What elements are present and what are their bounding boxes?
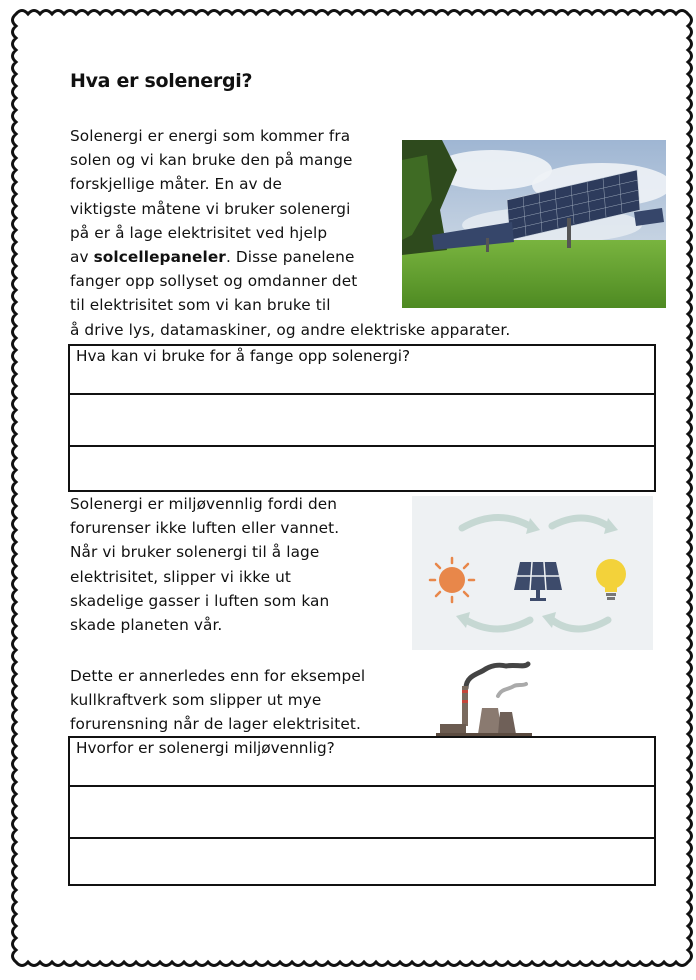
intro-line: til elektrisitet som vi kan bruke til <box>70 296 331 315</box>
env-line: skade planeten vår. <box>70 616 223 635</box>
env-line: Solenergi er miljøvennlig fordi den <box>70 495 338 513</box>
answer-line[interactable] <box>70 395 654 447</box>
question-1-text: Hva kan vi bruke for å fange opp solenergi? <box>76 347 411 365</box>
intro-line-post: . Disse panelene <box>225 248 355 267</box>
page-title: Hva er solenergi? <box>70 70 253 92</box>
coal-line: forurensning når de lager elektrisitet. <box>70 715 361 734</box>
intro-line: Solenergi er energi som kommer fra <box>70 127 351 145</box>
answer-line[interactable] <box>70 346 654 395</box>
intro-line: på er å lage elektrisitet ved hjelp <box>70 223 328 242</box>
question-1-box <box>68 344 656 492</box>
answer-line[interactable] <box>70 839 654 884</box>
answer-line[interactable] <box>70 447 654 492</box>
intro-line: å drive lys, datamaskiner, og andre elektriske apparater. <box>70 320 511 339</box>
sun-panel-bulb-illustration <box>412 496 653 650</box>
answer-line[interactable] <box>70 787 654 839</box>
env-line: elektrisitet, slipper vi ikke ut <box>70 567 292 586</box>
intro-line: solen og vi kan bruke den på mange <box>70 151 353 170</box>
env-line: skadelige gasser i luften som kan <box>70 591 330 610</box>
intro-line: fanger opp sollyset og omdanner det <box>70 272 358 291</box>
coal-power-plant-icon <box>436 660 532 736</box>
coal-line: kullkraftverk som slipper ut mye <box>70 691 322 710</box>
question-2-box <box>68 736 656 886</box>
solcellepaneler-term: solcellepaneler <box>93 248 226 267</box>
coal-paragraph <box>70 664 365 737</box>
intro-line: forskjellige måter. En av de <box>70 175 282 194</box>
answer-line[interactable] <box>70 738 654 787</box>
environment-paragraph <box>70 492 339 637</box>
coal-line: Dette er annerledes enn for eksempel <box>70 667 366 685</box>
intro-line-pre: av <box>70 248 94 267</box>
question-2-text: Hvorfor er solenergi miljøvennlig? <box>76 739 335 757</box>
env-line: Når vi bruker solenergi til å lage <box>70 543 320 562</box>
solar-panel-photo <box>402 140 666 308</box>
intro-line: viktigste måtene vi bruker solenergi <box>70 199 351 218</box>
env-line: forurenser ikke luften eller vannet. <box>70 519 340 538</box>
